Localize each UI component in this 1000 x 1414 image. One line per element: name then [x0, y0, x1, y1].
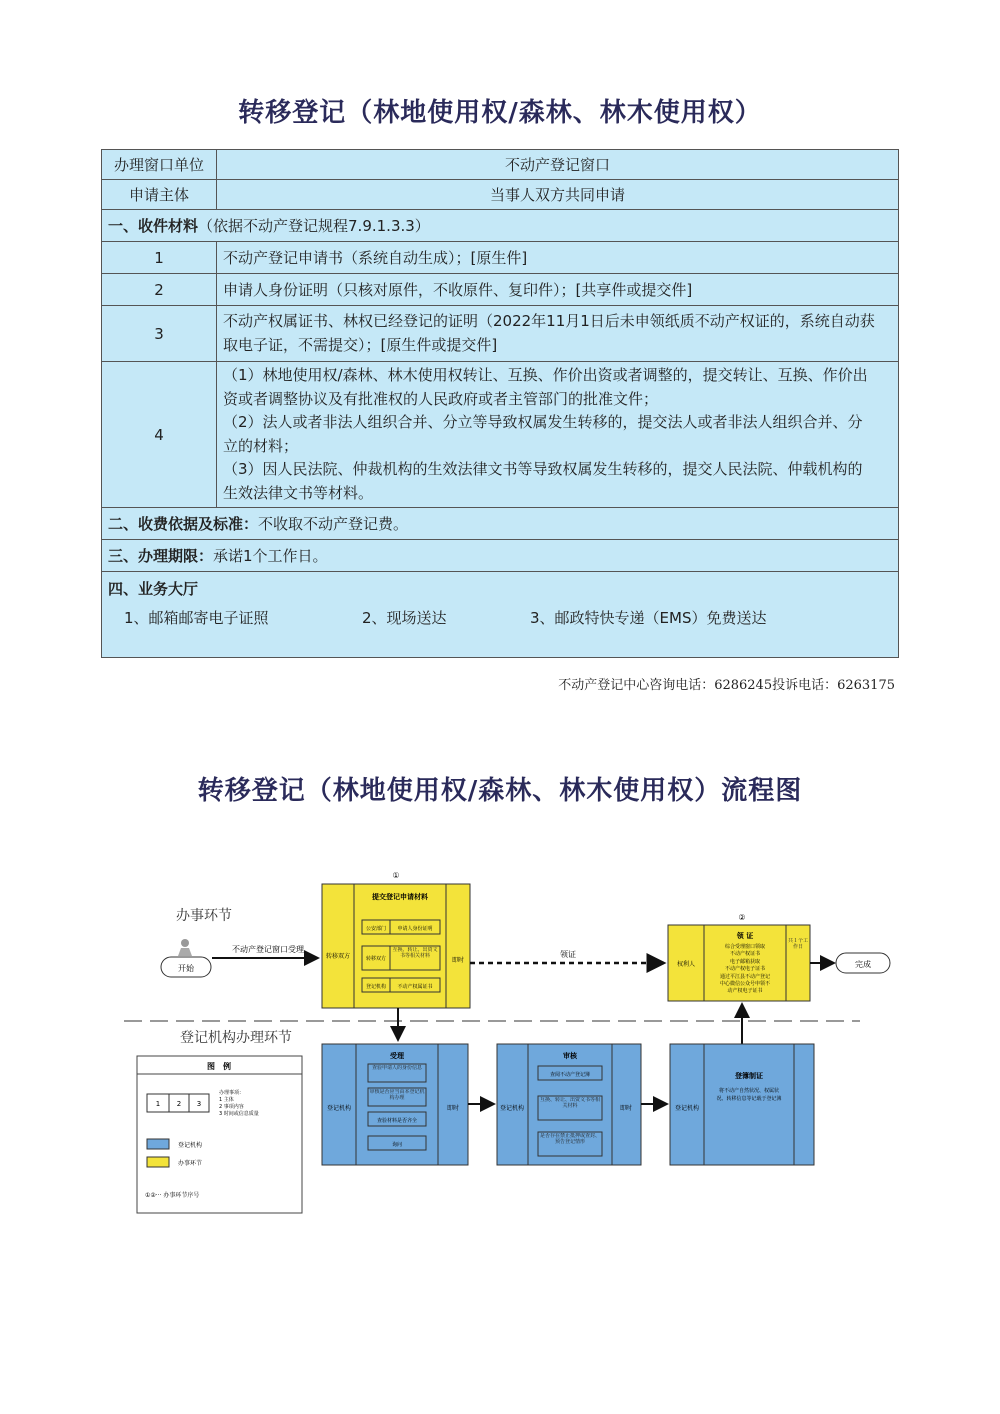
hall-option: 3、邮政特快专递（EMS）免费送达 [530, 609, 767, 627]
subject-label: 申请主体 [102, 180, 217, 210]
lane-top-label: 办事环节 [176, 908, 232, 924]
receive-left: 权利人 [676, 961, 696, 968]
legend-blue-swatch [147, 1139, 169, 1149]
register-line: 将不动产自然状况、权属状 [718, 1088, 780, 1094]
unit-label: 办理窗口单位 [102, 150, 217, 180]
start-arrow-label: 不动产登记窗口受理 [232, 945, 304, 954]
register-title: 登簿制证 [735, 1072, 763, 1080]
hall-row [102, 572, 899, 658]
receive-right: 共１个工作日 [788, 938, 808, 950]
hall-option: 1、邮箱邮寄电子证照 [124, 609, 269, 627]
receive-line: 通过平江县不动产登记 [719, 974, 771, 980]
item-text: 申请人身份证明（只核对原件，不收原件、复印件）；[共享件或提交件] [217, 274, 899, 306]
legend-yellow-swatch [147, 1157, 169, 1167]
submit-cell: 公安部门 [365, 926, 387, 932]
materials-heading-row [102, 210, 899, 242]
item-line: （2）法人或者非法人组织合并、分立等导致权属发生转移的，提交法人或者非法人组织合并、分 [223, 413, 863, 431]
review-item: 查阅不动产登记簿 [549, 1072, 591, 1078]
start-label: 开始 [178, 964, 194, 973]
item-no: 1 [102, 242, 217, 274]
receive-line: 综合受理窗口领取 [724, 944, 766, 950]
fee-heading: 二、收费依据及标准： [108, 515, 259, 533]
collect-arrow-label: 领证 [560, 950, 576, 959]
review-item: 是否存在禁止抵押或查封、预告登记情形 [539, 1133, 600, 1145]
accept-item: 查验申请人的身份信息 [371, 1065, 422, 1071]
accept-item: 审核是否应当由本登记机构办理 [369, 1089, 425, 1101]
legend-note: 1 主体 [219, 1097, 234, 1103]
page-title: 转移登记（林地使用权/森林、林木使用权） [238, 98, 762, 128]
submit-right: 即时 [451, 957, 465, 964]
step-number: ① [392, 871, 400, 880]
receive-line: 电子邮箱获取 [729, 959, 761, 965]
item-no: 2 [102, 274, 217, 306]
submit-cell: 登记机构 [365, 984, 387, 990]
hall-options [108, 599, 892, 628]
period-row [102, 540, 899, 572]
item-line: 资或者调整协议及有批准权的人民政府或者主管部门的批准文件； [223, 389, 659, 408]
item-no: 3 [102, 306, 217, 362]
item-text-multiline [217, 306, 899, 362]
register-line: 况、转移信息等记载于登记簿 [716, 1096, 782, 1102]
item-line: 生效法律文书等材料。 [223, 483, 374, 502]
legend-note: 3 时间或信息质量 [219, 1111, 259, 1117]
review-title: 审核 [563, 1052, 577, 1060]
receive-title: 领 证 [736, 932, 754, 940]
flowchart [0, 860, 1000, 1260]
submit-left: 转移双方 [325, 953, 351, 960]
legend-title: 图 例 [207, 1062, 231, 1071]
contact-note: 不动产登记中心咨询电话：6286245投诉电话：6263175 [558, 678, 895, 693]
accept-item: 询问 [391, 1142, 403, 1148]
legend-num: 2 [176, 1100, 182, 1108]
lane-bottom-label: 登记机构办理环节 [180, 1030, 292, 1046]
materials-basis: （依据不动产登记规程7.9.1.3.3） [198, 217, 430, 235]
legend-blue-label: 登记机构 [178, 1142, 203, 1149]
item-line: （1）林地使用权/森林、林木使用权转让、互换、作价出资或者调整的，提交转让、互换、作价出 [223, 366, 868, 384]
hall-heading: 四、业务大厅 [108, 580, 199, 598]
legend-seq: ①②··· 办事环节序号 [145, 1192, 200, 1199]
item-text: 不动产登记申请书（系统自动生成）；[原生件] [217, 242, 899, 274]
submit-title: 提交登记申请材料 [372, 893, 428, 901]
submit-cell: 转移双方 [365, 956, 387, 962]
accept-right: 即时 [446, 1105, 460, 1112]
unit-value: 不动产登记窗口 [217, 150, 899, 180]
subject-value: 当事人双方共同申请 [217, 180, 899, 210]
legend-yellow-label: 办事环节 [178, 1160, 203, 1167]
submit-cell: 申请人身份证明 [397, 926, 433, 932]
accept-left: 登记机构 [326, 1105, 352, 1112]
materials-heading: 一、收件材料 [108, 217, 199, 235]
item-no: 4 [102, 362, 217, 508]
receive-line: 不动产权电子证书 [724, 966, 766, 972]
item-line: 取电子证，不需提交）；[原生件或提交件] [223, 335, 498, 354]
receive-line: 不动产权证书 [729, 951, 761, 957]
item-line: 不动产权属证书、林权已经登记的证明（2022年11月1日后未申领纸质不动产权证的，系统自动获 [223, 312, 875, 330]
fee-value: 不收取不动产登记费。 [258, 515, 409, 533]
submit-cell: 互换、转让、出资文书等相关材料 [392, 947, 438, 959]
review-left: 登记机构 [499, 1105, 525, 1112]
review-right: 即时 [619, 1105, 633, 1112]
legend-num: 1 [155, 1100, 161, 1108]
legend-num: 3 [196, 1100, 202, 1108]
done-label: 完成 [855, 960, 871, 969]
accept-title: 受理 [390, 1052, 404, 1060]
fee-row [102, 508, 899, 540]
item-line: （3）因人民法院、仲裁机构的生效法律文书等导致权属发生转移的，提交人民法院、仲载机构的 [223, 460, 863, 478]
receive-line: 中心微信公众号申领不 [719, 981, 771, 987]
item-text-multiline [217, 362, 899, 508]
flow-title: 转移登记（林地使用权/森林、林木使用权）流程图 [197, 776, 803, 806]
period-heading: 三、办理期限： [108, 547, 214, 565]
period-value: 承诺1个工作日。 [213, 547, 328, 565]
legend-note: 办理事项： [219, 1090, 245, 1096]
hall-option: 2、现场送达 [362, 609, 447, 627]
legend-box [137, 1056, 302, 1213]
person-icon [178, 939, 192, 956]
step-number: ② [738, 913, 746, 922]
item-line: 立的材料； [223, 436, 299, 455]
accept-item: 查验材料是否齐全 [376, 1118, 418, 1124]
register-left: 登记机构 [674, 1105, 700, 1112]
legend-note: 2 事项内容 [219, 1104, 244, 1110]
info-table [101, 149, 899, 658]
review-item: 互换、转让、出资文书等相关材料 [539, 1097, 600, 1109]
submit-cell: 不动产权属证书 [397, 984, 433, 990]
receive-line: 动产权电子证书 [727, 988, 763, 994]
